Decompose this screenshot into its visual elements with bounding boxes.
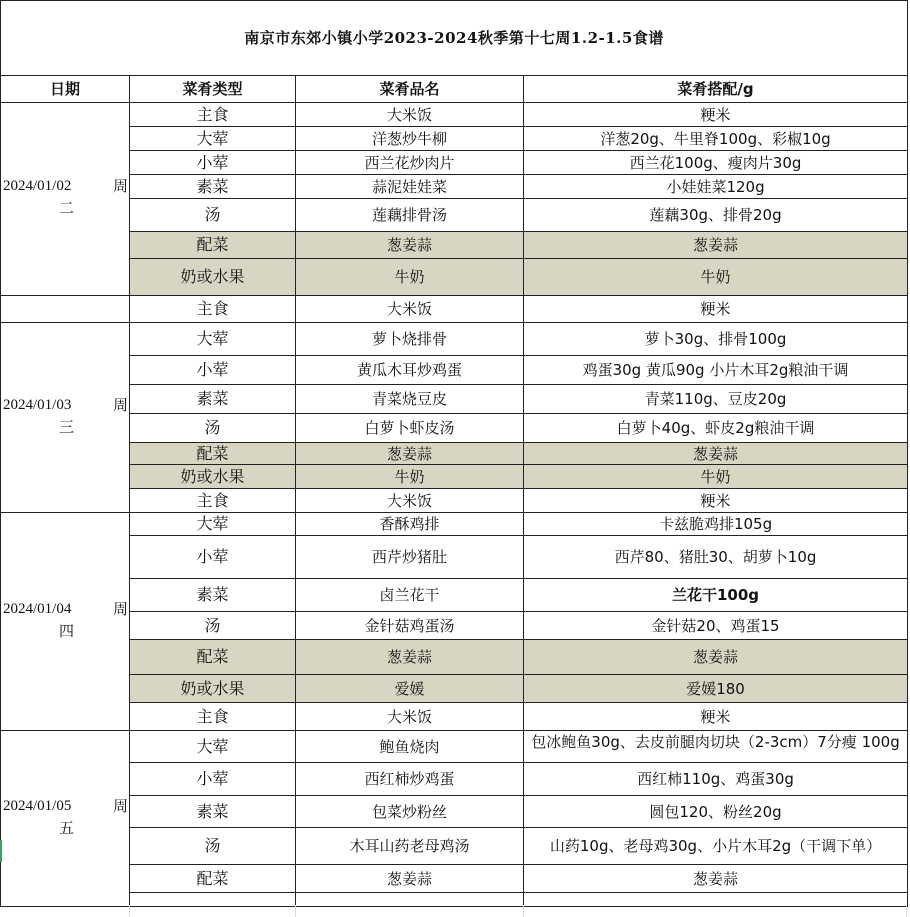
dish-recipe: 圆包120、粉丝20g xyxy=(524,796,908,828)
dish-recipe: 莲藕30g、排骨20g xyxy=(524,199,908,232)
dish-type: 素菜 xyxy=(130,796,296,828)
dish-recipe xyxy=(524,731,908,763)
header-recipe: 菜肴搭配/g xyxy=(524,76,908,103)
dish-recipe: 小娃娃菜120g xyxy=(524,175,908,199)
dish-name: 洋葱炒牛柳 xyxy=(296,127,524,151)
day-weekday: 三 xyxy=(59,417,75,436)
dish-type: 主食 xyxy=(130,703,296,731)
day-cell xyxy=(1,731,130,907)
day-zhou: 周 xyxy=(113,796,129,815)
dish-name: 青菜烧豆皮 xyxy=(296,385,524,414)
dish-type: 汤 xyxy=(130,612,296,640)
dish-name: 葱姜蒜 xyxy=(296,443,524,465)
dish-recipe: 山药10g、老母鸡30g、小片木耳2g（干调下单） xyxy=(524,828,908,865)
dish-recipe: 葱姜蒜 xyxy=(524,232,908,259)
dish-type: 汤 xyxy=(130,828,296,865)
day-zhou: 周 xyxy=(113,395,129,414)
dish-name: 西红柿炒鸡蛋 xyxy=(296,763,524,796)
dish-type: 奶或水果 xyxy=(130,465,296,489)
cell-marker xyxy=(0,840,2,862)
dish-recipe: 鸡蛋30g 黄瓜90g 小片木耳2g粮油干调 xyxy=(524,356,908,385)
dish-name: 大米饭 xyxy=(296,296,524,323)
day-weekday: 四 xyxy=(59,621,75,640)
dish-name: 金针菇鸡蛋汤 xyxy=(296,612,524,640)
dish-name: 木耳山药老母鸡汤 xyxy=(296,828,524,865)
dish-type: 大荤 xyxy=(130,127,296,151)
dish-name: 大米饭 xyxy=(296,103,524,127)
day-cell xyxy=(1,103,130,296)
dish-type: 小荤 xyxy=(130,763,296,796)
dish-recipe: 葱姜蒜 xyxy=(524,640,908,675)
dish-name: 蒜泥娃娃菜 xyxy=(296,175,524,199)
dish-name: 包菜炒粉丝 xyxy=(296,796,524,828)
dish-recipe: 洋葱20g、牛里脊100g、彩椒10g xyxy=(524,127,908,151)
dish-type: 小荤 xyxy=(130,151,296,175)
dish-type: 奶或水果 xyxy=(130,259,296,296)
dish-name: 香酥鸡排 xyxy=(296,513,524,536)
dish-recipe-text: 包冰鲍鱼30g、去皮前腿肉切块（2-3cm）7分瘦 100g xyxy=(531,732,900,751)
day-cell xyxy=(1,323,130,513)
dish-name: 葱姜蒜 xyxy=(296,640,524,675)
day-cell xyxy=(1,513,130,731)
dish-name: 鲍鱼烧肉 xyxy=(296,731,524,763)
dish-name: 黄瓜木耳炒鸡蛋 xyxy=(296,356,524,385)
dish-type: 主食 xyxy=(130,103,296,127)
dish-type: 素菜 xyxy=(130,175,296,199)
dish-name: 大米饭 xyxy=(296,703,524,731)
dish-recipe: 葱姜蒜 xyxy=(524,865,908,893)
dish-recipe: 青菜110g、豆皮20g xyxy=(524,385,908,414)
dish-name: 西芹炒猪肚 xyxy=(296,536,524,579)
dish-type: 配菜 xyxy=(130,443,296,465)
day-date: 2024/01/03 xyxy=(3,396,72,413)
dish-name: 西兰花炒肉片 xyxy=(296,151,524,175)
dish-type: 配菜 xyxy=(130,865,296,893)
header-date: 日期 xyxy=(1,76,130,103)
day-cell-blank xyxy=(1,296,130,323)
dish-name: 卤兰花干 xyxy=(296,579,524,612)
dish-type: 主食 xyxy=(130,489,296,513)
day-date: 2024/01/04 xyxy=(3,600,72,617)
dish-type: 奶或水果 xyxy=(130,675,296,703)
dish-recipe: 西红柿110g、鸡蛋30g xyxy=(524,763,908,796)
dish-recipe: 牛奶 xyxy=(524,465,908,489)
dish-recipe: 西芹80、猪肚30、胡萝卜10g xyxy=(524,536,908,579)
dish-type: 素菜 xyxy=(130,579,296,612)
dish-type: 素菜 xyxy=(130,385,296,414)
dish-recipe: 粳米 xyxy=(524,703,908,731)
dish-type: 大荤 xyxy=(130,323,296,356)
dish-type: 汤 xyxy=(130,199,296,232)
dish-name: 大米饭 xyxy=(296,489,524,513)
dish-recipe: 兰花干100g xyxy=(524,579,908,612)
dish-type: 小荤 xyxy=(130,536,296,579)
dish-type: 小荤 xyxy=(130,356,296,385)
day-zhou: 周 xyxy=(113,177,129,195)
faint-gridlines xyxy=(0,905,907,917)
dish-name: 白萝卜虾皮汤 xyxy=(296,414,524,443)
header-name: 菜肴品名 xyxy=(296,76,524,103)
dish-recipe: 卡兹脆鸡排105g xyxy=(524,513,908,536)
dish-recipe: 白萝卜40g、虾皮2g粮油干调 xyxy=(524,414,908,443)
dish-recipe: 粳米 xyxy=(524,489,908,513)
dish-type: 大荤 xyxy=(130,731,296,763)
day-weekday: 二 xyxy=(59,199,75,217)
dish-name: 牛奶 xyxy=(296,465,524,489)
dish-recipe: 粳米 xyxy=(524,103,908,127)
dish-recipe: 萝卜30g、排骨100g xyxy=(524,323,908,356)
dish-type: 汤 xyxy=(130,414,296,443)
dish-type: 配菜 xyxy=(130,232,296,259)
dish-name: 爱媛 xyxy=(296,675,524,703)
dish-recipe: 粳米 xyxy=(524,296,908,323)
dish-recipe: 金针菇20、鸡蛋15 xyxy=(524,612,908,640)
day-zhou: 周 xyxy=(113,599,129,618)
dish-name: 莲藕排骨汤 xyxy=(296,199,524,232)
dish-recipe: 葱姜蒜 xyxy=(524,443,908,465)
dish-name: 萝卜烧排骨 xyxy=(296,323,524,356)
dish-name: 葱姜蒜 xyxy=(296,232,524,259)
dish-recipe: 西兰花100g、瘦肉片30g xyxy=(524,151,908,175)
dish-name: 葱姜蒜 xyxy=(296,865,524,893)
dish-recipe: 爱媛180 xyxy=(524,675,908,703)
dish-type: 配菜 xyxy=(130,640,296,675)
header-type: 菜肴类型 xyxy=(130,76,296,103)
dish-name: 牛奶 xyxy=(296,259,524,296)
day-weekday: 五 xyxy=(59,818,75,837)
dish-type: 主食 xyxy=(130,296,296,323)
dish-recipe: 牛奶 xyxy=(524,259,908,296)
dish-type: 大荤 xyxy=(130,513,296,536)
day-date: 2024/01/02 xyxy=(3,178,72,194)
day-date: 2024/01/05 xyxy=(3,797,72,814)
page-title: 南京市东郊小镇小学2023-2024秋季第十七周1.2-1.5食谱 xyxy=(1,1,908,76)
